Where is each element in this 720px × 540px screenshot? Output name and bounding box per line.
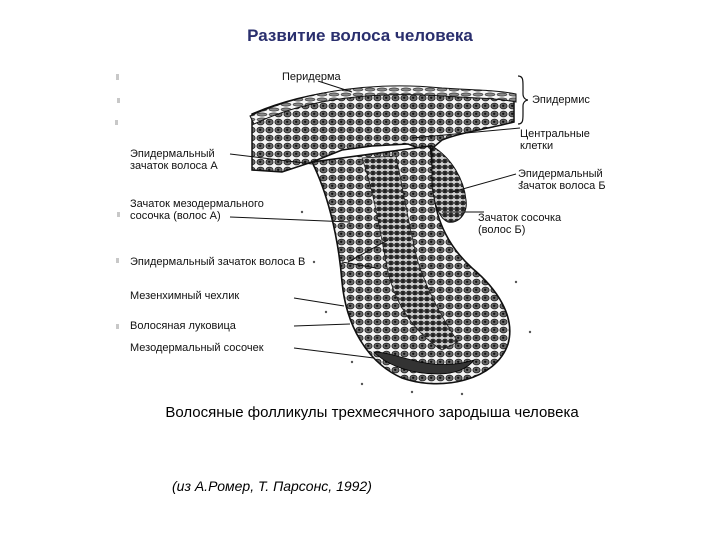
label-papilla-bud-b-1: Зачаток сосочка <box>478 212 562 224</box>
label-papilla-bud-b-2: (волос Б) <box>478 224 526 236</box>
label-mesenchymal-sheath: Мезенхимный чехлик <box>130 290 240 302</box>
label-periderm: Перидерма <box>282 71 341 83</box>
label-central-cells-2: клетки <box>520 140 554 152</box>
faint-edge-marks <box>115 74 120 329</box>
label-central-cells-1: Центральные <box>520 128 590 140</box>
hair-follicle-figure <box>112 62 632 402</box>
epidermis-bracket <box>518 76 528 124</box>
figure-source: (из А.Ромер, Т. Парсонс, 1992) <box>172 478 372 494</box>
label-epi-bud-b-2: зачаток волоса Б <box>518 180 606 192</box>
label-epi-bud-a-1: Эпидермальный <box>130 148 215 160</box>
label-meso-papilla-bud-a-1: Зачаток мезодермального <box>130 198 264 210</box>
label-epi-bud-a-2: зачаток волоса А <box>130 160 218 172</box>
label-meso-papilla-bud-a-2: сосочка (волос А) <box>130 210 221 222</box>
label-mesodermal-papilla: Мезодермальный сосочек <box>130 342 264 354</box>
slide-title: Развитие волоса человека <box>247 26 473 45</box>
figure-caption: Волосяные фолликулы трехмесячного зародыша человека <box>165 404 579 421</box>
label-epi-bud-b-1: Эпидермальный <box>518 168 603 180</box>
label-epi-bud-v: Эпидермальный зачаток волоса В <box>130 256 306 268</box>
label-epidermis: Эпидермис <box>532 94 590 106</box>
label-hair-bulb: Волосяная луковица <box>130 320 236 332</box>
